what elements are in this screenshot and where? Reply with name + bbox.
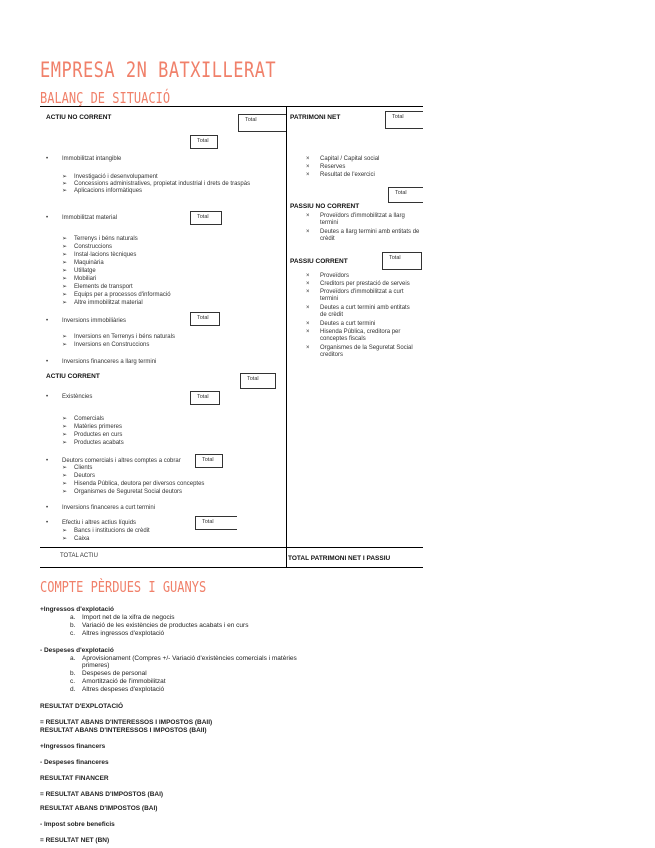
chevron-right-icon: ➢	[62, 342, 68, 348]
intangible-label: Immobilitzat intangible	[62, 156, 122, 162]
bullet-icon: •	[46, 156, 49, 162]
cross-icon: ×	[306, 156, 310, 162]
deutors-item: Deutors	[74, 473, 96, 479]
letter-a-marker: a.	[70, 614, 76, 621]
balance-divider	[286, 107, 287, 567]
cross-icon: ×	[306, 273, 310, 279]
passiu-corrent-item: Proveïdors d'immobilitzat a curt termini	[320, 289, 404, 302]
deutors-item: Organismes de Seguretat Social deutors	[74, 489, 183, 495]
passiu-corrent-item: Hisenda Pública, creditora per conceptes fiscals	[320, 329, 401, 342]
actiu-corrent-header: ACTIU CORRENT	[46, 373, 100, 380]
chevron-right-icon: ➢	[62, 188, 68, 194]
passiu-no-corrent-item: Proveïdors d'immobilitzat a llarg termini	[320, 213, 405, 226]
bullet-icon: •	[46, 505, 49, 511]
immobiliaries-item: Inversions en Terrenys i béns naturals	[74, 334, 175, 340]
balance-table	[40, 106, 423, 568]
patrimoni-net-total-box[interactable]: Total	[385, 111, 423, 129]
deutors-item: Clients	[74, 465, 93, 471]
letter-b-marker: b.	[70, 670, 76, 677]
chevron-right-icon: ➢	[62, 276, 68, 282]
actiu-no-corrent-header: ACTIU NO CORRENT	[46, 114, 112, 121]
chevron-right-icon: ➢	[62, 334, 68, 340]
ingressos-header: +Ingressos d'explotació	[40, 606, 114, 613]
chevron-right-icon: ➢	[62, 424, 68, 430]
despeses-header: - Despeses d'explotació	[40, 647, 114, 654]
impost-beneficis: - Impost sobre beneficis	[40, 821, 115, 828]
ingressos-item: Import net de la xifra de negocis	[82, 614, 175, 621]
despeses-item: Despeses de personal	[82, 670, 147, 677]
financial-long-label: Inversions financeres a llarg termini	[62, 359, 157, 365]
balance-section-title: BALANÇ DE SITUACIÓ	[40, 89, 171, 107]
cross-icon: ×	[306, 305, 310, 311]
ingressos-item: Variació de les existències de productes acabats i en curs	[82, 622, 249, 629]
existencies-total-box[interactable]: Total	[190, 391, 220, 405]
passiu-no-corrent-total-box[interactable]: Total	[388, 187, 423, 203]
resultat-bai-2: RESULTAT ABANS D'IMPOSTOS (BAI)	[40, 805, 158, 812]
existencies-item: Productes acabats	[74, 440, 124, 446]
material-label: Immobilitzat material	[62, 215, 118, 221]
chevron-right-icon: ➢	[62, 174, 68, 180]
chevron-right-icon: ➢	[62, 284, 68, 290]
cross-icon: ×	[306, 345, 310, 351]
passiu-corrent-total-box[interactable]: Total	[382, 252, 422, 270]
passiu-no-corrent-header: PASSIU NO CORRENT	[290, 203, 360, 210]
chevron-right-icon: ➢	[62, 260, 68, 266]
resultat-net: = RESULTAT NET (BN)	[40, 837, 110, 844]
letter-a-marker: a.	[70, 655, 76, 662]
immobiliaries-item: Inversions en Construccions	[74, 342, 150, 348]
resultat-baii-1: = RESULTAT ABANS D'INTERESSOS I IMPOSTOS (BAII)	[40, 719, 213, 726]
existencies-item: Productes en curs	[74, 432, 123, 438]
letter-d-marker: d.	[70, 686, 76, 693]
efectiu-label: Efectiu i altres actius líquids	[62, 520, 137, 526]
chevron-right-icon: ➢	[62, 236, 68, 242]
bullet-icon: •	[46, 318, 49, 324]
ingressos-item: Altres ingressos d'explotació	[82, 630, 165, 637]
efectiu-total-box[interactable]: Total	[195, 516, 237, 530]
immobiliaries-label: Inversions immobiliàries	[62, 318, 127, 324]
material-item: Instal·lacions tècniques	[74, 252, 137, 258]
letter-c-marker: c.	[70, 678, 76, 685]
chevron-right-icon: ➢	[62, 252, 68, 258]
immobiliaries-total-box[interactable]: Total	[190, 312, 220, 326]
passiu-corrent-item: Organismes de la Seguretat Social creditors	[320, 345, 413, 358]
cross-icon: ×	[306, 229, 310, 235]
passiu-corrent-item: Deutes a curt termini amb entitats de crèdit	[320, 305, 410, 318]
deutors-item: Hisenda Pública, deutora per diversos conceptes	[74, 481, 205, 487]
passiu-no-corrent-item: Deutes a llarg termini amb entitats de crèdit	[320, 229, 420, 242]
resultat-financer: RESULTAT FINANCER	[40, 775, 109, 782]
chevron-right-icon: ➢	[62, 268, 68, 274]
material-item: Elements de transport	[74, 284, 133, 290]
page-title: EMPRESA 2N BATXILLERAT	[40, 58, 277, 83]
patrimoni-item: Capital / Capital social	[320, 156, 380, 162]
chevron-right-icon: ➢	[62, 244, 68, 250]
chevron-right-icon: ➢	[62, 416, 68, 422]
material-item: Altre immobilitzat material	[74, 300, 143, 306]
passiu-corrent-item: Creditors per prestació de serveis	[320, 281, 410, 287]
cross-icon: ×	[306, 172, 310, 178]
despeses-financeres: - Despeses financeres	[40, 759, 109, 766]
resultat-bai-1: = RESULTAT ABANS D'IMPOSTOS (BAI)	[40, 791, 164, 798]
material-item: Equips per a processos d'informació	[74, 292, 171, 298]
chevron-right-icon: ➢	[62, 536, 68, 542]
chevron-right-icon: ➢	[62, 432, 68, 438]
patrimoni-item: Resultat de l'exercici	[320, 172, 375, 178]
material-item: Maquinària	[74, 260, 104, 266]
chevron-right-icon: ➢	[62, 481, 68, 487]
despeses-item-line-2: primeres)	[82, 662, 110, 669]
despeses-item: Amortització de l'immobilitzat	[82, 678, 166, 685]
resultat-baii-2: RESULTAT ABANS D'INTERESSOS I IMPOSTOS (BAII)	[40, 727, 207, 734]
intangible-item: Investigació i desenvolupament	[74, 174, 158, 180]
total-actiu-label: TOTAL ACTIU	[60, 553, 98, 559]
despeses-item-line-1: Aprovisionament (Compres +/- Variació d'existències comercials i matèries	[82, 655, 297, 662]
actiu-no-corrent-subtotal-box[interactable]: Total	[190, 135, 218, 149]
cross-icon: ×	[306, 289, 310, 295]
efectiu-item: Bancs i institucions de crèdit	[74, 528, 150, 534]
financial-short-label: Inversions financeres a curt termini	[62, 505, 156, 511]
patrimoni-net-header: PATRIMONI NET	[290, 114, 341, 121]
cross-icon: ×	[306, 164, 310, 170]
cross-icon: ×	[306, 281, 310, 287]
despeses-item: Altres despeses d'explotació	[82, 686, 165, 693]
deutors-label: Deutors comercials i altres comptes a cobrar	[62, 458, 181, 464]
intangible-item: Concessions administratives, propietat industrial i drets de traspàs	[74, 181, 251, 187]
existencies-label: Existències	[62, 394, 93, 400]
intangible-item: Aplicacions informàtiques	[74, 188, 143, 194]
actiu-corrent-total-box[interactable]: Total	[240, 373, 276, 389]
existencies-item: Comercials	[74, 416, 105, 422]
cross-icon: ×	[306, 213, 310, 219]
passiu-corrent-item: Proveïdors	[320, 273, 350, 279]
chevron-right-icon: ➢	[62, 440, 68, 446]
letter-c-marker: c.	[70, 630, 76, 637]
pl-section-title: COMPTE PÈRDUES I GUANYS	[40, 578, 207, 596]
bullet-icon: •	[46, 215, 49, 221]
chevron-right-icon: ➢	[62, 300, 68, 306]
patrimoni-item: Reserves	[320, 164, 346, 170]
material-item: Utillatge	[74, 268, 96, 274]
material-total-box[interactable]: Total	[190, 211, 222, 225]
chevron-right-icon: ➢	[62, 489, 68, 495]
actiu-no-corrent-total-box[interactable]: Total	[238, 114, 286, 132]
passiu-corrent-header: PASSIU CORRENT	[290, 258, 348, 265]
material-item: Mobiliari	[74, 276, 97, 282]
passiu-corrent-item: Deutes a curt termini	[320, 321, 376, 327]
cross-icon: ×	[306, 329, 310, 335]
balance-total-line	[40, 547, 423, 548]
efectiu-item: Caixa	[74, 536, 90, 542]
chevron-right-icon: ➢	[62, 292, 68, 298]
bullet-icon: •	[46, 359, 49, 365]
bullet-icon: •	[46, 458, 49, 464]
existencies-item: Matèries primeres	[74, 424, 123, 430]
chevron-right-icon: ➢	[62, 181, 68, 187]
ingressos-financers: +Ingressos financers	[40, 743, 106, 750]
material-item: Construccions	[74, 244, 113, 250]
bullet-icon: •	[46, 394, 49, 400]
deutors-total-box[interactable]: Total	[195, 454, 223, 468]
letter-b-marker: b.	[70, 622, 76, 629]
material-item: Terrenys i béns naturals	[74, 236, 138, 242]
chevron-right-icon: ➢	[62, 465, 68, 471]
chevron-right-icon: ➢	[62, 473, 68, 479]
resultat-explotacio: RESULTAT D'EXPLOTACIÓ	[40, 703, 124, 710]
cross-icon: ×	[306, 321, 310, 327]
bullet-icon: •	[46, 520, 49, 526]
total-passiu-label: TOTAL PATRIMONI NET I PASSIU	[288, 555, 391, 562]
chevron-right-icon: ➢	[62, 528, 68, 534]
